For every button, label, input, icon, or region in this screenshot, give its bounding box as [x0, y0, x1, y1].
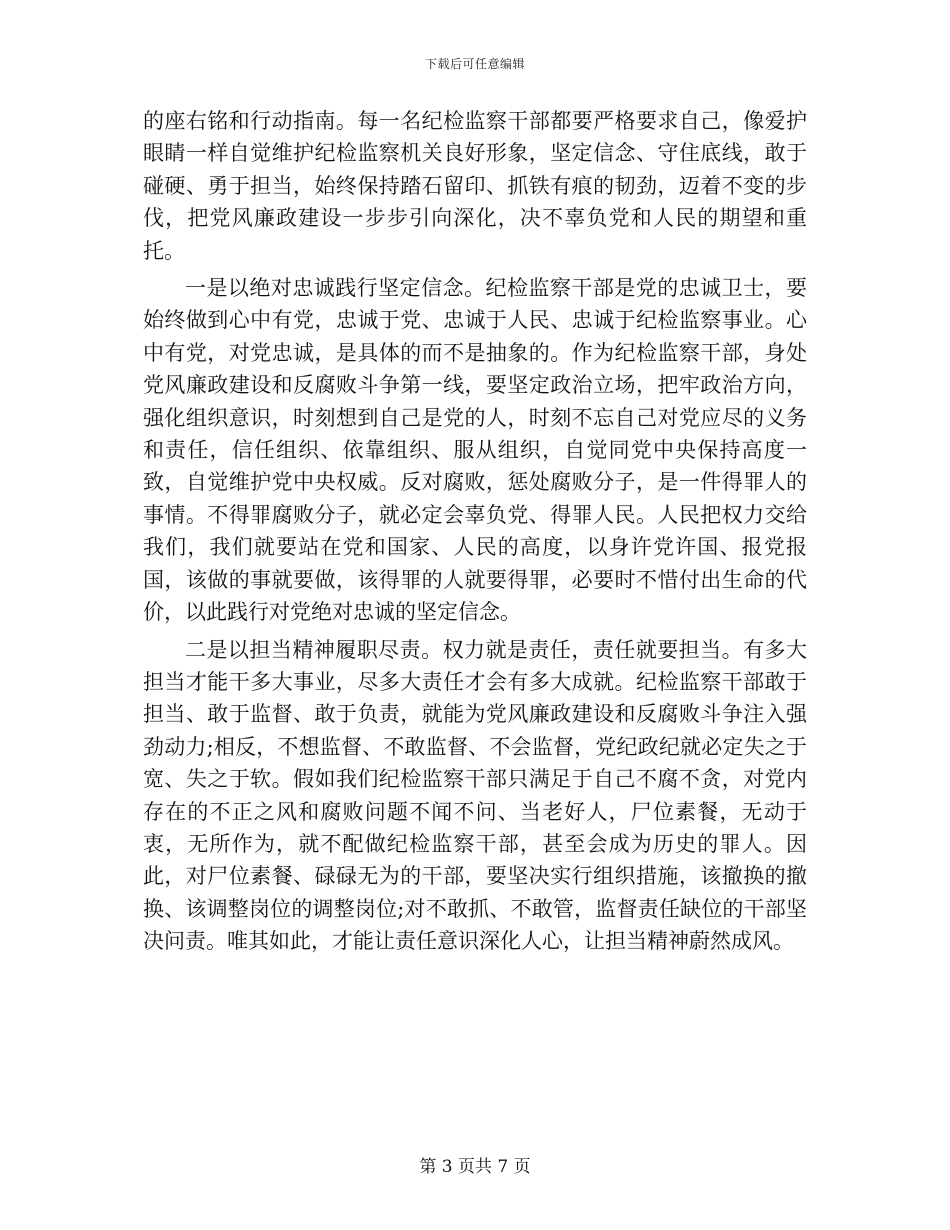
paragraph-responsibility: 二是以担当精神履职尽责。权力就是责任，责任就要担当。有多大担当才能干多大事业，尽多大责任才会有多大成就。纪检监察干部敢于担当、敢于监督、敢于负责，就能为党风廉政建设和反腐败斗争注入强劲动力;相反，不想监督、不敢监督、不会监督，党纪政纪就必定失之于宽、失之于软。假如我们纪检监察干部只满足于自己不腐不贪，对党内存在的不正之风和腐败问题不闻不问、当老好人，尸位素餐，无动于衷，无所作为，就不配做纪检监察干部，甚至会成为历史的罪人。因此，对尸位素餐、碌碌无为的干部，要坚决实行组织措施，该撤换的撤换、该调整岗位的调整岗位;对不敢抓、不敢管，监督责任缺位的干部坚决问责。唯其如此，才能让责任意识深化人心，让担当精神蔚然成风。 — [143, 637, 807, 954]
page-header: 下载后可任意编辑 — [424, 57, 525, 71]
paragraph-loyalty: 一是以绝对忠诚践行坚定信念。纪检监察干部是党的忠诚卫士，要始终做到心中有党，忠诚于党、忠诚于人民、忠诚于纪检监察事业。心中有党，对党忠诚，是具体的而不是抽象的。作为纪检监察干部，身处党风廉政建设和反腐败斗争第一线，要坚定政治立场，把牢政治方向，强化组织意识，时刻想到自己是党的人，时刻不忘自己对党应尽的义务和责任，信任组织、依靠组织、服从组织，自觉同党中央保持高度一致，自觉维护党中央权威。反对腐败，惩处腐败分子，是一件得罪人的事情。不得罪腐败分子，就必定会辜负党、得罪人民。人民把权力交给我们，我们就要站在党和国家、人民的高度，以身许党许国、报党报国，该做的事就要做，该得罪的人就要得罪，必要时不惜付出生命的代价，以此践行对党绝对忠诚的坚定信念。 — [143, 276, 807, 625]
page-number-footer: 第 3 页共 7 页 — [419, 1157, 531, 1177]
document-body — [143, 105, 807, 958]
paragraph-continuation: 的座右铭和行动指南。每一名纪检监察干部都要严格要求自己，像爱护眼睛一样自觉维护纪检监察机关良好形象，坚定信念、守住底线，敢于碰硬、勇于担当，始终保持踏石留印、抓铁有痕的韧劲，迈着不变的步伐，把党风廉政建设一步步引向深化，决不辜负党和人民的期望和重托。 — [143, 109, 807, 263]
